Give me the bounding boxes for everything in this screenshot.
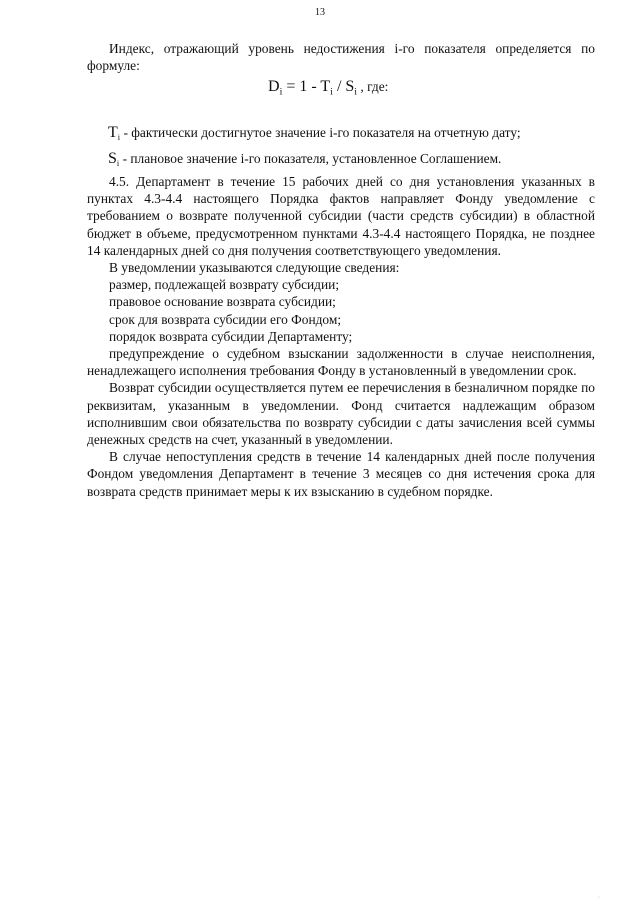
intro-paragraph: Индекс, отражающий уровень недостижения i-го показателя определяется по формуле:	[87, 41, 595, 74]
formula-t: T	[320, 78, 331, 95]
definition-s	[108, 150, 501, 168]
intro-section	[87, 40, 595, 74]
formula-s-subscript: i	[354, 86, 358, 98]
formula-lhs: D	[268, 78, 280, 95]
scan-mark: ·	[598, 895, 600, 901]
definition-t-subscript: i	[117, 132, 121, 142]
list-item-legal-basis: правовое основание возврата субсидии;	[109, 294, 336, 310]
definition-s-symbol: S	[108, 150, 117, 167]
list-item-deadline: срок для возврата субсидии его Фондом;	[109, 311, 342, 327]
definition-s-text: - плановое значение i-го показателя, установленное Соглашением.	[119, 151, 502, 166]
definition-t-symbol: T	[108, 124, 118, 141]
definition-s-subscript: i	[116, 158, 120, 168]
list-item-warning: предупреждение о судебном взыскании задолженности в случае неисполнения, ненадлежащего исполнения требования Фонду в установленный в уведомлении срок.	[87, 346, 595, 379]
list-item-procedure: порядок возврата субсидии Департаменту;	[109, 328, 353, 344]
formula-s: S	[345, 78, 355, 95]
formula	[268, 78, 388, 96]
formula-t-subscript: i	[330, 86, 333, 98]
formula-tail: , где:	[357, 79, 389, 94]
paragraph-4-5: 4.5. Департамент в течение 15 рабочих дней со дня установления указанных в пунктах 4.3-4.4 настоящего Порядка фактов направляет Фонду уведомление с требованием о возврате полученной субсидии (части средств субсидии) в областной бюджет в объеме, предусмотренном пунктами 4.3-4.4 настоящего Порядка, не позднее 14 календарных дней со дня получения соответствующего уведомления.	[87, 174, 595, 258]
formula-divide: /	[332, 78, 346, 95]
formula-lhs-subscript: i	[279, 86, 283, 98]
list-item-amount: размер, подлежащей возврату субсидии;	[109, 277, 340, 293]
paragraph-notice-intro: В уведомлении указываются следующие сведения:	[109, 260, 400, 276]
definition-t	[108, 124, 521, 142]
definition-t-text: - фактически достигнутое значение i-го показателя на отчетную дату;	[120, 125, 521, 140]
paragraph-non-receipt: В случае непоступления средств в течение 14 календарных дней после получения Фондом уведомления Департамент в течение 3 месяцев со дня истечения срока для возврата средств принимает меры к их взысканию в судебном порядке.	[87, 449, 595, 499]
paragraph-refund: Возврат субсидии осуществляется путем ее перечисления в безналичном порядке по реквизитам, указанным в уведомлении. Фонд считается надлежащим образом исполнившим свои обязательства по возврату субсидии с даты зачисления всей суммы денежных средств на счет, указанный в уведомлении.	[87, 380, 595, 448]
formula-equals: = 1 -	[282, 78, 321, 95]
body-text	[87, 173, 595, 500]
page-number: 13	[315, 7, 325, 18]
